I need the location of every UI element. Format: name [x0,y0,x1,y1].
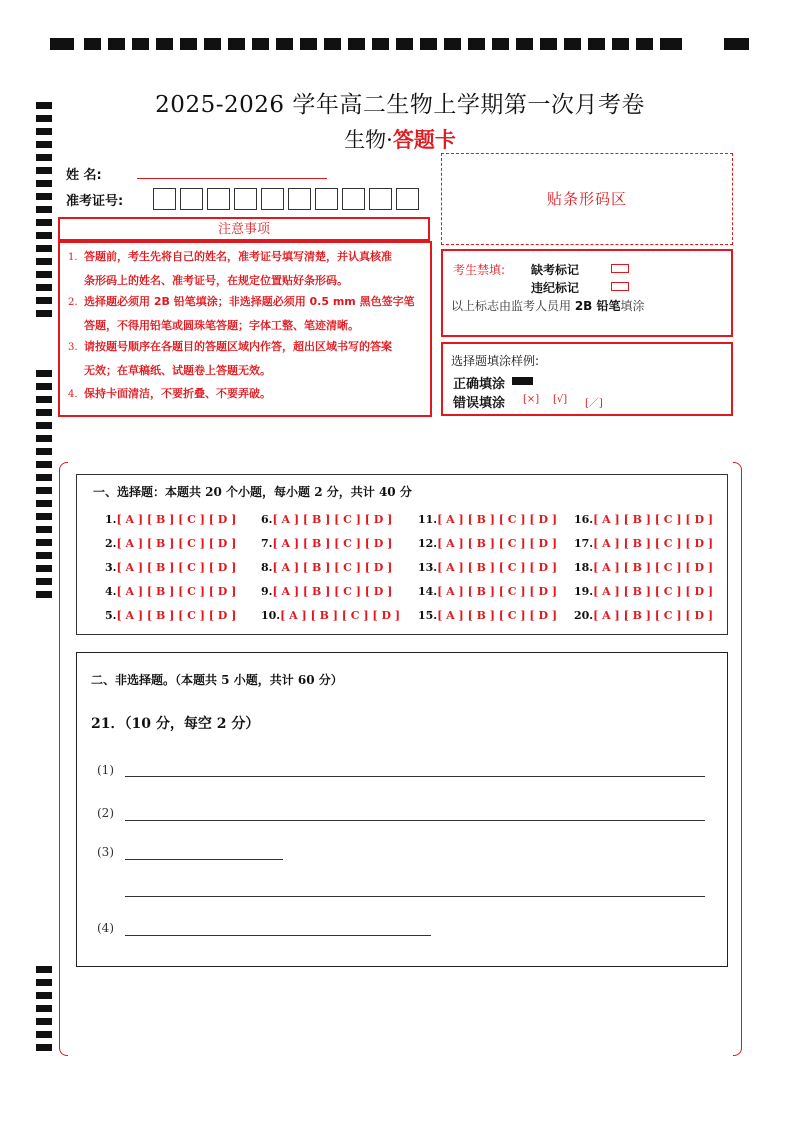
fill-example-title: 选择题填涂样例: [451,354,540,368]
blank-label-4: (4) [97,921,114,935]
choice-question[interactable]: 8.[ A ] [ B ] [ C ] [ D ] [261,561,393,574]
choice-question[interactable]: 7.[ A ] [ B ] [ C ] [ D ] [261,537,393,550]
answer-line-1[interactable] [125,776,705,777]
wrong-fill-sample-x: [×] [523,394,540,405]
blank-label-2: (2) [97,806,114,820]
blank-label-1: (1) [97,763,114,777]
correct-fill-sample [512,377,533,385]
subject-label: 生物· [344,128,393,152]
multiple-choice-section [76,474,728,635]
choice-question[interactable]: 1.[ A ] [ B ] [ C ] [ D ] [105,513,237,526]
absent-mark-box[interactable] [611,264,629,273]
wrong-fill-sample-check: [√] [553,394,568,405]
choice-question[interactable]: 3.[ A ] [ B ] [ C ] [ D ] [105,561,237,574]
exam-subtitle [0,124,800,154]
blank-label-3: (3) [97,845,114,859]
proctor-note: 以上标志由监考人员用 2B 铅笔填涂 [451,299,645,313]
choice-question[interactable]: 19.[ A ] [ B ] [ C ] [ D ] [574,585,714,598]
choice-question[interactable]: 16.[ A ] [ B ] [ C ] [ D ] [574,513,714,526]
fill-example-box [441,342,733,416]
answer-line-3a[interactable] [125,859,283,860]
barcode-area: 贴条形码区 [441,153,733,245]
name-label: 姓 名: [66,168,102,183]
note-item: 2. 选择题必须用 2B 铅笔填涂；非选择题必须用 0.5 mm 黑色签字笔 答题，不得用铅笔或圆珠笔答题；字体工整、笔迹清晰。 [68,295,415,332]
written-answer-section [76,652,728,967]
choice-question[interactable]: 4.[ A ] [ B ] [ C ] [ D ] [105,585,237,598]
correct-fill-label: 正确填涂 [453,377,506,392]
section1-title: 一、选择题：本题共 20 个小题，每小题 2 分，共计 40 分 [93,485,412,499]
choice-question[interactable]: 18.[ A ] [ B ] [ C ] [ D ] [574,561,714,574]
exam-title: 2025-2026 学年高二生物上学期第一次月考卷 [155,92,645,118]
choice-question[interactable]: 2.[ A ] [ B ] [ C ] [ D ] [105,537,237,550]
choice-question[interactable]: 11.[ A ] [ B ] [ C ] [ D ] [418,513,558,526]
choice-question[interactable]: 15.[ A ] [ B ] [ C ] [ D ] [418,609,558,622]
choice-question[interactable]: 17.[ A ] [ B ] [ C ] [ D ] [574,537,714,550]
answer-line-4[interactable] [125,935,431,936]
wrong-fill-sample-slash: [／] [585,398,603,409]
choice-question[interactable]: 12.[ A ] [ B ] [ C ] [ D ] [418,537,558,550]
forbidden-label: 考生禁填: [453,263,506,277]
answer-line-3b[interactable] [125,896,705,897]
note-item: 4. 保持卡面清洁，不要折叠、不要弄破。 [68,387,271,400]
choice-question[interactable]: 5.[ A ] [ B ] [ C ] [ D ] [105,609,237,622]
proctor-marks-box [441,249,733,337]
notes-box [58,241,432,417]
wrong-fill-label: 错误填涂 [453,396,506,411]
choice-question[interactable]: 9.[ A ] [ B ] [ C ] [ D ] [261,585,393,598]
violation-mark-label: 违纪标记 [531,281,580,295]
absent-mark-label: 缺考标记 [531,263,580,277]
choice-question[interactable]: 6.[ A ] [ B ] [ C ] [ D ] [261,513,393,526]
note-item: 1. 答题前，考生先将自己的姓名，准考证号填写清楚，并认真核准 条形码上的姓名、准考证号，在规定位置贴好条形码。 [68,250,392,287]
choice-question[interactable]: 14.[ A ] [ B ] [ C ] [ D ] [418,585,558,598]
section2-title: 二、非选择题。（本题共 5 小题，共计 60 分） [91,673,343,687]
choice-question[interactable]: 20.[ A ] [ B ] [ C ] [ D ] [574,609,714,622]
choice-question[interactable]: 10.[ A ] [ B ] [ C ] [ D ] [261,609,401,622]
answer-card-label: 答题卡 [392,128,456,152]
question-21-title: 21．（10 分，每空 2 分） [91,716,260,732]
notes-title: 注意事项 [58,217,430,241]
answer-line-2[interactable] [125,820,705,821]
note-item: 3. 请按题号顺序在各题目的答题区域内作答，超出区域书写的答案 无效；在草稿纸、试题卷上答题无效。 [68,340,392,377]
choice-question[interactable]: 13.[ A ] [ B ] [ C ] [ D ] [418,561,558,574]
violation-mark-box[interactable] [611,282,629,291]
name-input-line[interactable] [137,178,327,179]
exam-id-label: 准考证号: [66,194,124,209]
